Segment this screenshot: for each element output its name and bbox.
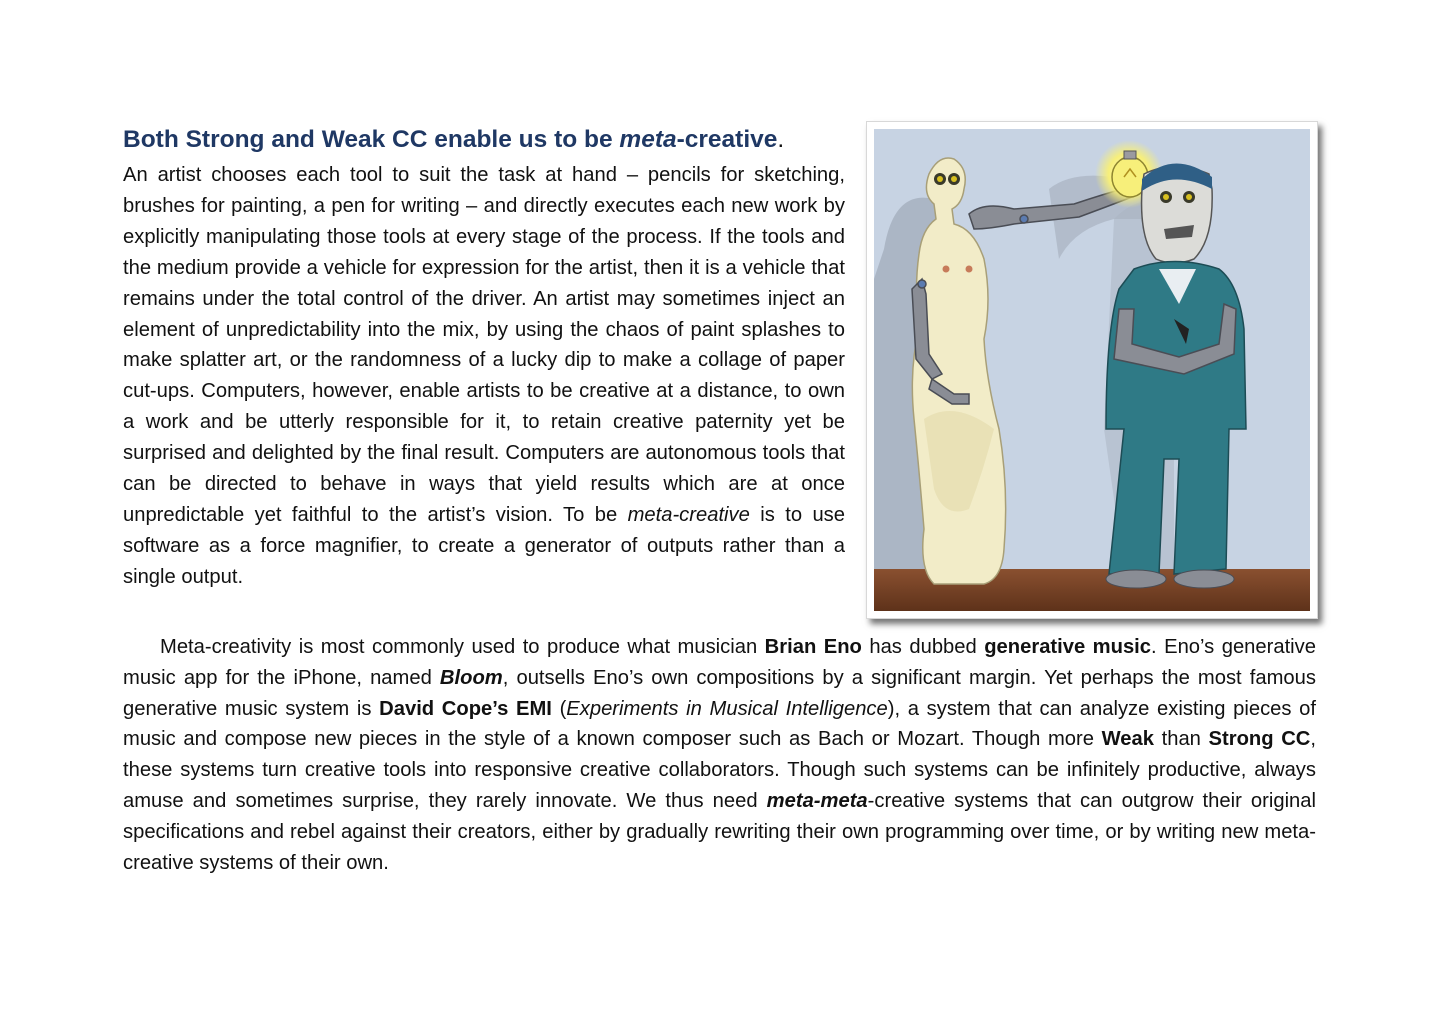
heading-emphasis: meta <box>619 126 677 153</box>
body-text-5: ( <box>551 697 567 720</box>
body-text-8: , these systems turn creative tools into responsive creative collaborators. Though such systems can be infinitely productive, always amuse and sometimes surprise, they rarely innovate. We thus need <box>123 728 1316 812</box>
illustration-frame <box>866 121 1318 619</box>
body-text-7: than <box>1153 728 1209 751</box>
robot-statue-illustration <box>874 129 1310 611</box>
intro-emphasis: meta-creative <box>627 503 750 526</box>
term-strong-cc: Strong CC <box>1208 728 1311 751</box>
intro-paragraph <box>123 160 845 593</box>
body-text-6: ), a system that can analyze existing pieces of music and compose new pieces in the style of a known composer such as Bach or Mozart. Though more <box>123 697 1316 751</box>
term-generative-music: generative music <box>984 636 1152 658</box>
body-paragraph <box>123 632 1316 878</box>
intro-text-2: is to use software as a force magnifier, to create a generator of outputs rather than a single output. <box>123 503 845 588</box>
body-text-9: -creative systems that can outgrow their original specifications and rebel against their creators, either by gradually rewriting their own programming over time, or by writing new meta-creative systems of their own. <box>123 789 1316 874</box>
heading-suffix: -creative <box>676 126 778 153</box>
section-heading <box>123 122 853 158</box>
body-text-3: . Eno’s generative music app for the iPhone, named <box>123 636 1316 689</box>
body-text-1: Meta-creativity is most commonly used to produce what musician <box>160 636 765 658</box>
body-text-4: , outsells Eno’s own compositions by a significant margin. Yet perhaps the most famous generative music system is <box>123 666 1316 720</box>
term-bloom: Bloom <box>439 666 503 689</box>
term-cope-emi: David Cope’s EMI <box>379 697 552 720</box>
heading-period: . <box>777 126 785 153</box>
heading-prefix: Both Strong and Weak CC enable us to be <box>123 126 620 153</box>
term-weak: Weak <box>1101 728 1154 751</box>
body-text-2: has dubbed <box>861 636 985 658</box>
term-emi-expansion: Experiments in Musical Intelligence <box>566 697 888 720</box>
term-meta-meta: meta-meta <box>766 789 868 812</box>
term-brian-eno: Brian Eno <box>764 636 862 658</box>
intro-text-1: An artist chooses each tool to suit the task at hand – pencils for sketching, brushes for painting, a pen for writing – and directly executes each new work by explicitly manipulating those tools at every stage of the process. If the tools and the medium provide a vehicle for expression for the artist, then it is a vehicle that remains under the total control of the driver. An artist may sometimes inject an element of unpredictability into the mix, by using the chaos of paint splashes to make splatter art, or the randomness of a lucky dip to make a collage of paper cut-ups. Computers, however, enable artists to be creative at a distance, to own a work and be utterly responsible for it, to retain creative paternity yet be surprised and delighted by the final result. Computers are autonomous tools that can be directed to behave in ways that yield results which are at once unpredictable yet faithful to the artist’s vision. To be <box>123 164 845 526</box>
